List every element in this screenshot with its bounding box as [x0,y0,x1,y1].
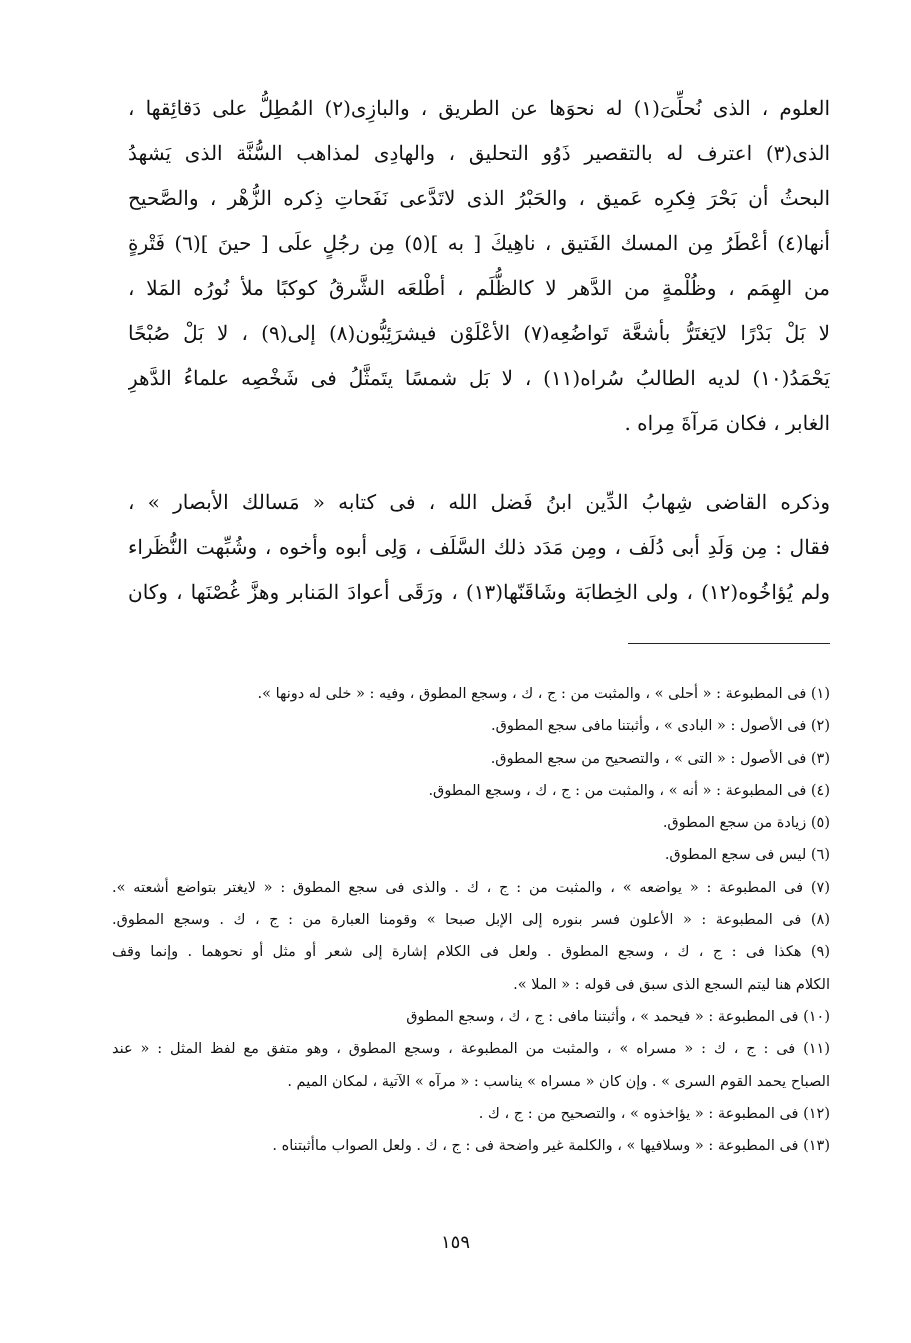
text-line: لا بَلْ بَدْرًا لايَغتَرُّ بأشعَّة تَواضُعِه(٧) الأعْلَوْن فيشرَئِبُّون(٨) إلى(٩) ، لا بَلْ صُبْحًا [128,321,830,345]
text-line: الذى(٣) اعترف له بالتقصير ذَوُو التحليق ، والهادِى لمذاهب السُّنَّة الذى يَشهدُ [128,141,830,165]
text-line: يَحْمَدُ(١٠) لديه الطالبُ سُراه(١١) ، لا بَل شمسًا يتَمثَّلُ فى شَخْصِه علماءُ الدَّهرِ [128,366,830,390]
footnote: (١) فى المطبوعة : « أحلى » ، والمثبت من : ج ، ك ، وسجع المطوق ، وفيه : « خلى له دونها ». [257,686,830,702]
footnote: (١٠) فى المطبوعة : « فيحمد » ، وأثبتنا مافى : ج ، ك ، وسجع المطوق [406,1008,830,1025]
footnote: (٥) زيادة من سجع المطوق. [662,815,830,832]
footnotes [112,678,830,1162]
footnote: (٣) فى الأصول : « التى » ، والتصحيح من سجع المطوق. [490,750,830,767]
footnote: (٧) فى المطبوعة : « يواضعه » ، والمثبت من : ج ، ك . والذى فى سجع المطوق : « لايغتر بتواضع أشعته ». [112,879,830,896]
text-line: وذكره القاضى شِهابُ الدِّين ابنُ فَضل الله ، فى كتابه « مَسالك الأبصار » ، [128,490,830,514]
footnote: (٤) فى المطبوعة : « أنه » ، والمثبت من : ج ، ك ، وسجع المطوق. [428,782,830,799]
text-line: ولم يُؤاخُوه(١٢) ، ولى الخِطابَة وشَاقَنّها(١٣) ، ورَقَى أعوادَ المَنابر وهزَّ غُصْنَها ، وكان [128,580,830,604]
text-line: الغابر ، فكان مَرآةَ مِراه . [624,411,830,435]
footnote: (١٢) فى المطبوعة : « يؤاخذوه » ، والتصحيح من : ج ، ك . [478,1105,830,1122]
text-line: أنها(٤) أعْطَرُ مِن المسك الفَتيق ، ناهِيكَ [ به ](٥) مِن رجُلٍ علَى [ حينَ ](٦) فَتْرةٍ [128,231,830,255]
footnote-continuation: الكلام هنا ليتم السجع الذى سبق فى قوله : « الملا ». [513,976,830,993]
paragraph-1 [128,86,830,446]
footnote: (١٣) فى المطبوعة : « وسلافيها » ، والكلمة غير واضحة فى : ج ، ك . ولعل الصواب ماأثبتناه . [272,1138,830,1155]
footnote: (٨) فى المطبوعة : « الأعلون فسر بنوره إلى الإبل صبحا » وقومنا العبارة من : ج ، ك . وسجع المطوق. [112,912,830,929]
footnote: (١١) فى : ج ، ك : « مسراه » ، والمثبت من المطبوعة ، وسجع المطوق ، وهو متفق مع لفظ المثل : « عند [112,1041,830,1058]
footnote-continuation: الصباح يحمد القوم السرى » . وإن كان « مسراه » يناسب : « مرآه » الآتية ، لمكان الميم . [287,1073,830,1090]
main-text [128,86,830,615]
text-line: العلوم ، الذى نُحلِّىَ(١) له نحوَها عن الطريق ، والبازِى(٢) المُطِلُّ على دَقائِقها ، [128,96,830,120]
footnote: (٦) ليس فى سجع المطوق. [664,847,830,864]
text-line: فقال : مِن وَلَدِ أبى دُلَف ، ومِن مَدَد ذلك السَّلَف ، وَلِى أبوه وأخوه ، وشُبِّهت النُّظَراء [128,535,830,559]
footnote: (٢) فى الأصول : « البادى » ، وأثبتنا مافى سجع المطوق. [491,718,830,735]
text-line: من الهِمَم ، وظُلْمةٍ من الدَّهر لا كالظُّلَم ، أطْلعَه الشَّرقُ كوكبًا ملأ نُورُه المَلا ، [128,276,830,300]
footnote-separator [628,643,830,644]
text-line: البحثُ أن بَحْرَ فِكرِه عَميق ، والحَبْرُ الذى لاتَدَّعى نَفَحاتِ ذِكره الزُّهْر ، والصَّحيح [128,186,830,210]
footnote: (٩) هكذا فى : ج ، ك ، وسجع المطوق . ولعل فى الكلام إشارة إلى شعر أو مثل أو نحوهما . وإنما وقف [112,944,830,961]
paragraph-2 [128,480,830,615]
paragraph-gap [128,446,830,480]
page-number: ١٥٩ [440,1232,470,1253]
